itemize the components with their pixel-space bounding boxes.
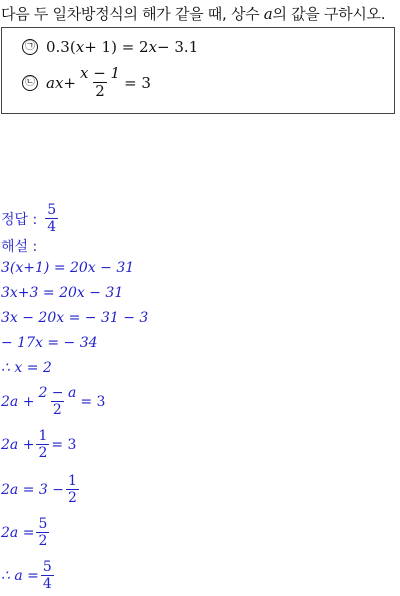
frac-num: 2 − a bbox=[38, 385, 77, 401]
eq2-fraction bbox=[78, 65, 122, 101]
eq1-x: x bbox=[75, 38, 85, 56]
equation-2 bbox=[22, 65, 151, 101]
frac-den: 2 bbox=[38, 533, 48, 550]
frac-den: 2 bbox=[52, 402, 62, 419]
solution-line: − 17x = − 34 bbox=[1, 335, 98, 351]
frac-line-fraction bbox=[36, 428, 49, 461]
answer-den: 4 bbox=[47, 219, 57, 236]
frac-line-fraction bbox=[36, 516, 49, 549]
circled-marker-1: ㉠ bbox=[22, 39, 38, 55]
frac-line-pre: 2a + bbox=[1, 393, 35, 410]
frac-den: 2 bbox=[67, 490, 77, 507]
frac-den: 4 bbox=[42, 576, 52, 593]
question-text bbox=[1, 3, 385, 24]
solution-line: ∴ x = 2 bbox=[1, 360, 52, 376]
eq1-x2: x bbox=[148, 38, 158, 56]
frac-line-post: = 3 bbox=[80, 393, 106, 410]
solution-line: 3x+3 = 20x − 31 bbox=[1, 285, 124, 301]
eq2-frac-den: 2 bbox=[95, 82, 105, 101]
question-variable: a bbox=[263, 5, 273, 23]
question-text-before: 다음 두 일차방정식의 해가 같을 때, 상수 bbox=[1, 5, 264, 23]
solution-frac-line bbox=[1, 428, 76, 461]
frac-num: 1 bbox=[38, 428, 48, 444]
frac-line-post: = 3 bbox=[51, 436, 77, 453]
frac-num: 5 bbox=[38, 516, 48, 532]
answer-num: 5 bbox=[47, 202, 57, 218]
eq2-frac-num: x − 1 bbox=[79, 64, 121, 82]
solution-frac-line bbox=[1, 516, 51, 549]
eq2-plus: + bbox=[63, 73, 76, 92]
frac-line-fraction bbox=[41, 559, 54, 592]
frac-line-pre: 2a = 3 − bbox=[1, 481, 64, 498]
answer-label: 정답 : bbox=[1, 211, 38, 228]
question-text-after: 의 값을 구하시오. bbox=[272, 5, 386, 23]
solution-frac-line bbox=[1, 385, 105, 418]
eq1-lhs: 0.3( bbox=[46, 38, 76, 56]
circled-marker-2: ㉡ bbox=[22, 75, 38, 91]
solution-frac-line bbox=[1, 559, 56, 592]
eq1-mid: + 1) = 2 bbox=[84, 38, 149, 56]
solution-line: 3x − 20x = − 31 − 3 bbox=[1, 310, 149, 326]
equation-box bbox=[1, 27, 395, 114]
frac-num: 1 bbox=[67, 473, 77, 489]
solution-label: 해설 : bbox=[1, 239, 38, 255]
solution-line: 3(x+1) = 20x − 31 bbox=[1, 260, 135, 276]
eq1-rest: − 3.1 bbox=[157, 38, 199, 56]
frac-line-fraction bbox=[36, 385, 78, 418]
answer-row bbox=[1, 202, 60, 235]
eq2-ax: ax bbox=[46, 73, 64, 92]
frac-num: 5 bbox=[42, 559, 52, 575]
frac-line-pre: ∴ a = bbox=[1, 567, 39, 584]
frac-den: 2 bbox=[38, 445, 48, 462]
solution-frac-line bbox=[1, 473, 81, 506]
eq2-rhs: = 3 bbox=[124, 73, 151, 92]
frac-line-pre: 2a + bbox=[1, 436, 35, 453]
equation-1 bbox=[22, 38, 198, 56]
frac-line-pre: 2a = bbox=[1, 524, 35, 541]
frac-line-fraction bbox=[66, 473, 79, 506]
answer-fraction bbox=[45, 202, 58, 235]
